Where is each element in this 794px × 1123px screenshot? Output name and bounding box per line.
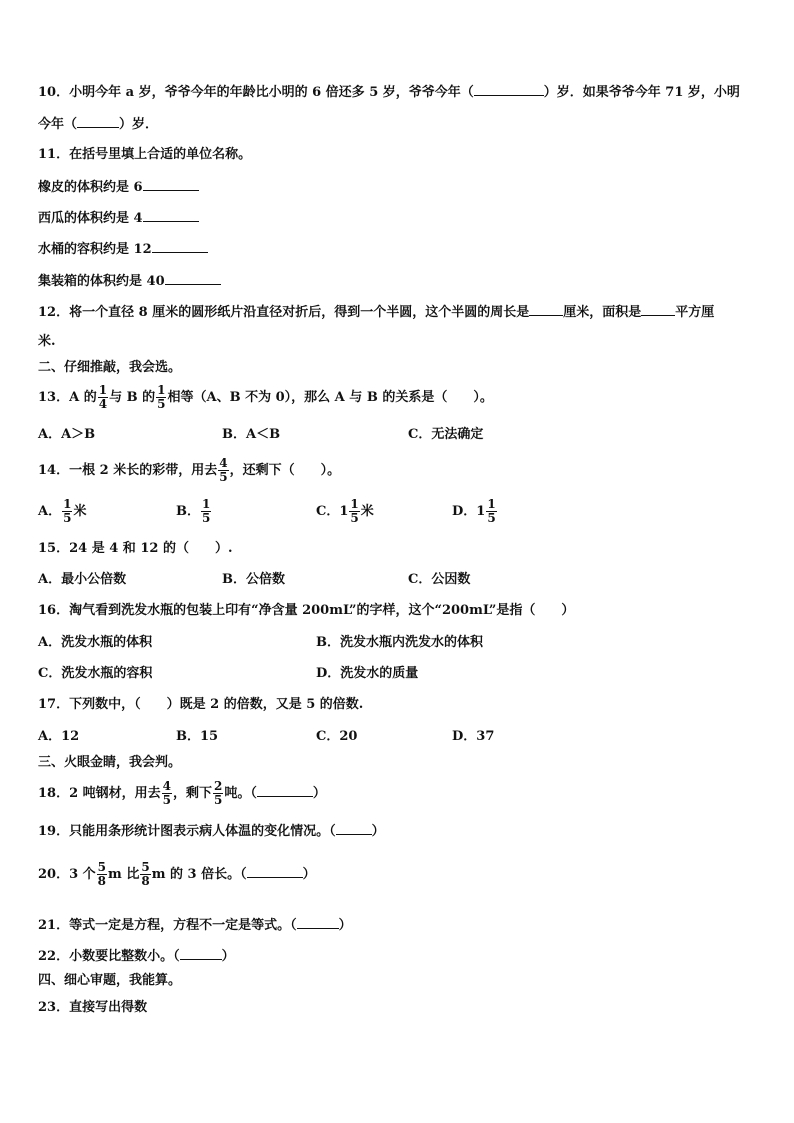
q13-fraction-2 bbox=[156, 384, 166, 411]
q14-option-c-label: C． bbox=[316, 504, 340, 519]
q13-option-b[interactable]: B．A＜B bbox=[222, 427, 281, 442]
q14-option-b-denominator: 5 bbox=[202, 511, 211, 525]
q15-option-c[interactable]: C．公因数 bbox=[408, 572, 471, 587]
q19-text-b: ） bbox=[371, 824, 385, 839]
q11-blank-2[interactable] bbox=[143, 209, 199, 222]
q11-item-4-text: 集装箱的体积约是 40 bbox=[38, 274, 165, 289]
q14-option-d-fraction bbox=[486, 498, 496, 525]
q18-f2-denominator: 5 bbox=[214, 793, 223, 807]
q14-option-a-denominator: 5 bbox=[63, 511, 72, 525]
q22-text-b: ） bbox=[221, 949, 235, 964]
q11-item-2 bbox=[38, 209, 199, 227]
q15-option-a[interactable]: A．最小公倍数 bbox=[38, 572, 127, 587]
q11-blank-3[interactable] bbox=[152, 240, 208, 253]
q14-option-b-numerator: 1 bbox=[202, 497, 211, 511]
q20-f2-denominator: 8 bbox=[141, 874, 150, 888]
question-17: 17．下列数中，（ ）既是 2 的倍数，又是 5 的倍数. bbox=[38, 697, 364, 712]
q14-option-d[interactable] bbox=[452, 498, 498, 525]
question-12-line2: 米. bbox=[38, 334, 56, 349]
q10-answer-blank-2[interactable] bbox=[77, 115, 119, 128]
q13-option-a[interactable]: A．A＞B bbox=[38, 427, 96, 442]
q13-f2-numerator: 1 bbox=[157, 383, 166, 397]
q14-option-a[interactable] bbox=[38, 498, 86, 525]
question-14 bbox=[38, 457, 340, 484]
q14-numerator: 4 bbox=[219, 456, 228, 470]
q10-text-b: ）岁．如果爷爷今年 71 岁，小明 bbox=[543, 85, 740, 100]
q13-text-a: 13．A 的 bbox=[38, 390, 97, 405]
q18-fraction-1 bbox=[162, 780, 172, 807]
question-15: 15．24 是 4 和 12 的（ ）. bbox=[38, 541, 233, 556]
q20-text-d: ） bbox=[302, 867, 316, 882]
q19-answer-blank[interactable] bbox=[336, 822, 372, 835]
q16-option-d[interactable]: D．洗发水的质量 bbox=[316, 666, 419, 681]
question-10-line1 bbox=[38, 83, 740, 101]
q22-text-a: 22．小数要比整数小。（ bbox=[38, 949, 180, 964]
q14-fraction bbox=[218, 457, 228, 484]
q12-text-a: 12．将一个直径 8 厘米的圆形纸片沿直径对折后，得到一个半圆，这个半圆的周长是 bbox=[38, 305, 530, 320]
q14-option-d-label: D． bbox=[452, 504, 477, 519]
q14-option-b-label: B． bbox=[176, 504, 200, 519]
q13-f2-denominator: 5 bbox=[157, 397, 166, 411]
q15-option-b[interactable]: B．公倍数 bbox=[222, 572, 285, 587]
q13-f1-denominator: 4 bbox=[98, 397, 108, 411]
q12-blank-1[interactable] bbox=[529, 303, 563, 316]
q14-option-b[interactable] bbox=[176, 498, 212, 525]
q18-f1-numerator: 4 bbox=[162, 779, 172, 793]
q20-f1-denominator: 8 bbox=[97, 874, 107, 888]
q20-text-b: m 比 bbox=[108, 867, 140, 882]
question-13 bbox=[38, 384, 493, 411]
q12-text-b: 厘米，面积是 bbox=[563, 305, 642, 320]
q17-option-d[interactable]: D．37 bbox=[452, 729, 495, 744]
q11-item-2-text: 西瓜的体积约是 4 bbox=[38, 211, 143, 226]
q14-option-c[interactable] bbox=[316, 498, 374, 525]
q13-option-c[interactable]: C．无法确定 bbox=[408, 427, 484, 442]
q18-text-d: ） bbox=[312, 786, 326, 801]
q14-option-c-numerator: 1 bbox=[350, 497, 359, 511]
q10-text-d: ）岁． bbox=[119, 117, 159, 132]
q18-f1-denominator: 5 bbox=[162, 793, 172, 807]
q11-item-1-text: 橡皮的体积约是 6 bbox=[38, 180, 143, 195]
q13-text-c: 相等（A、B 不为 0），那么 A 与 B 的关系是（ ）。 bbox=[167, 390, 493, 405]
q11-item-3-text: 水桶的容积约是 12 bbox=[38, 242, 152, 257]
q10-text-c: 今年（ bbox=[38, 117, 78, 132]
q20-f1-numerator: 5 bbox=[97, 860, 107, 874]
q14-option-b-fraction bbox=[201, 498, 211, 525]
q14-option-a-unit: 米 bbox=[73, 504, 87, 519]
q18-text-b: ，剩下 bbox=[173, 786, 213, 801]
q14-text-a: 14．一根 2 米长的彩带，用去 bbox=[38, 463, 218, 478]
q14-option-c-denominator: 5 bbox=[350, 511, 359, 525]
q21-text-a: 21．等式一定是方程，方程不一定是等式。（ bbox=[38, 918, 297, 933]
section-3-heading: 三、火眼金睛，我会判。 bbox=[38, 755, 182, 770]
q14-option-c-fraction bbox=[349, 498, 359, 525]
question-19 bbox=[38, 822, 385, 840]
q20-text-a: 20．3 个 bbox=[38, 867, 96, 882]
question-21 bbox=[38, 916, 352, 934]
q20-text-c: m 的 3 倍长。（ bbox=[151, 867, 247, 882]
q14-option-d-whole: 1 bbox=[476, 504, 486, 519]
q18-text-a: 18．2 吨钢材，用去 bbox=[38, 786, 161, 801]
q11-blank-1[interactable] bbox=[143, 178, 199, 191]
q20-answer-blank[interactable] bbox=[247, 865, 303, 878]
q17-option-b[interactable]: B．15 bbox=[176, 729, 219, 744]
q14-option-c-unit: 米 bbox=[360, 504, 374, 519]
q13-f1-numerator: 1 bbox=[98, 383, 108, 397]
q18-fraction-2 bbox=[213, 780, 223, 807]
question-10-line2 bbox=[38, 115, 158, 133]
question-23: 23．直接写出得数 bbox=[38, 1000, 148, 1015]
q14-denominator: 5 bbox=[219, 470, 228, 484]
q20-fraction-1 bbox=[97, 861, 107, 888]
section-2-heading: 二、仔细推敲，我会选。 bbox=[38, 360, 182, 375]
section-4-heading: 四、细心审题，我能算。 bbox=[38, 973, 182, 988]
q17-option-a[interactable]: A．12 bbox=[38, 729, 80, 744]
q21-answer-blank[interactable] bbox=[297, 916, 339, 929]
q16-option-a[interactable]: A．洗发水瓶的体积 bbox=[38, 635, 153, 650]
q13-text-b: 与 B 的 bbox=[109, 390, 156, 405]
question-22 bbox=[38, 947, 235, 965]
q10-answer-blank-1[interactable] bbox=[474, 83, 544, 96]
q14-option-a-label: A． bbox=[38, 504, 62, 519]
q14-text-b: ，还剩下（ ）。 bbox=[229, 463, 341, 478]
q14-option-c-whole: 1 bbox=[339, 504, 349, 519]
q18-f2-numerator: 2 bbox=[214, 779, 223, 793]
q11-blank-4[interactable] bbox=[165, 272, 221, 285]
q19-text-a: 19．只能用条形统计图表示病人体温的变化情况。（ bbox=[38, 824, 336, 839]
q11-item-1 bbox=[38, 178, 199, 196]
q14-option-a-fraction bbox=[62, 498, 72, 525]
q12-text-c: 平方厘 bbox=[675, 305, 715, 320]
q16-option-b[interactable]: B．洗发水瓶内洗发水的体积 bbox=[316, 635, 483, 650]
q18-answer-blank[interactable] bbox=[257, 784, 313, 797]
q11-item-3 bbox=[38, 240, 208, 258]
q20-f2-numerator: 5 bbox=[141, 860, 150, 874]
q14-option-a-numerator: 1 bbox=[63, 497, 72, 511]
q11-item-4 bbox=[38, 272, 221, 290]
question-16: 16．淘气看到洗发水瓶的包装上印有“净含量 200mL”的字样，这个“200mL”是指（ ） bbox=[38, 603, 575, 618]
question-20 bbox=[38, 861, 316, 888]
q14-option-d-numerator: 1 bbox=[487, 497, 496, 511]
q12-blank-2[interactable] bbox=[641, 303, 675, 316]
q17-option-c[interactable]: C．20 bbox=[316, 729, 358, 744]
q20-fraction-2 bbox=[140, 861, 150, 888]
q18-text-c: 吨。（ bbox=[224, 786, 257, 801]
question-11-title: 11．在括号里填上合适的单位名称。 bbox=[38, 147, 252, 162]
q21-text-b: ） bbox=[338, 918, 352, 933]
question-12-line1 bbox=[38, 303, 714, 321]
q16-option-c[interactable]: C．洗发水瓶的容积 bbox=[38, 666, 153, 681]
q22-answer-blank[interactable] bbox=[180, 947, 222, 960]
q10-text-a: 10．小明今年 a 岁，爷爷今年的年龄比小明的 6 倍还多 5 岁，爷爷今年（ bbox=[38, 85, 474, 100]
question-18 bbox=[38, 780, 326, 807]
q13-fraction-1 bbox=[98, 384, 108, 411]
q14-option-d-denominator: 5 bbox=[487, 511, 496, 525]
